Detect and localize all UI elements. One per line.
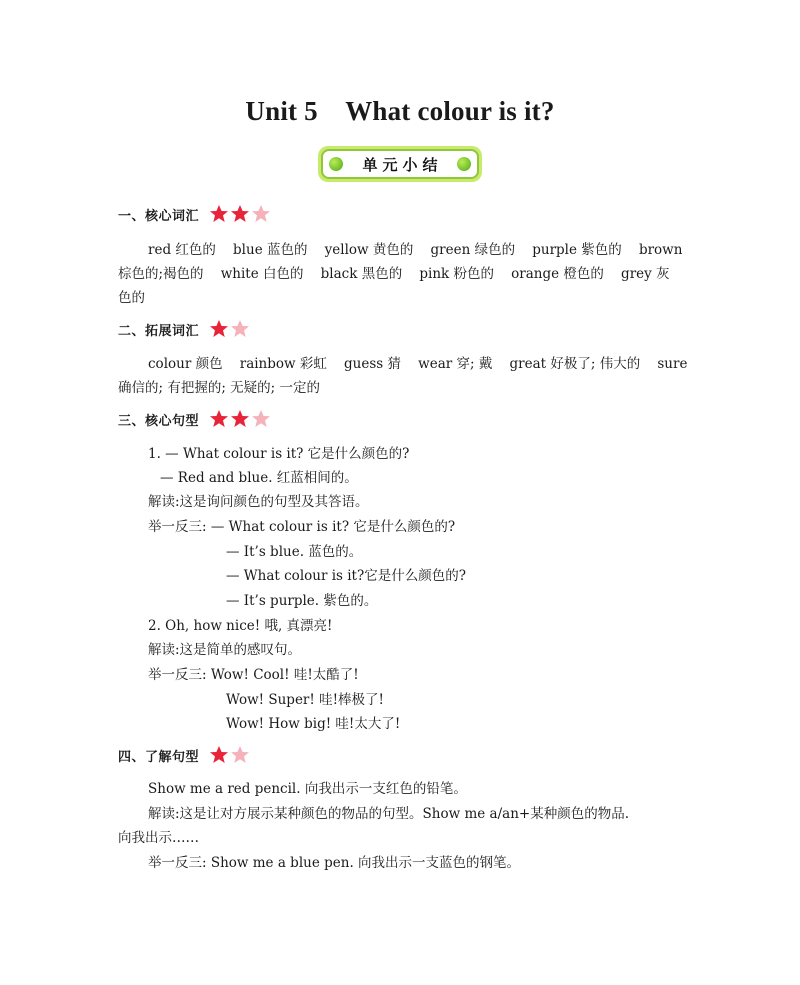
sentence-line: 举一反三: Wow! Cool! 哇!太酷了!: [148, 667, 359, 683]
sentence-line: 解读:这是让对方展示某种颜色的物品的句型。Show me a/an+某种颜色的物品.: [148, 806, 629, 822]
section-title: 四、了解句型: [118, 749, 200, 765]
section-core-sentences-heading: [118, 407, 272, 431]
difficulty-stars: [209, 409, 272, 429]
section-core-vocab-heading: [118, 202, 272, 226]
difficulty-stars: [209, 319, 251, 339]
star-icon: [230, 409, 250, 429]
sentence-line: — It’s blue. 蓝色的。: [226, 544, 363, 560]
sentence-line: 向我出示……: [118, 830, 199, 846]
sentence-line: — It’s purple. 紫色的。: [226, 593, 378, 609]
green-dot-icon: [329, 157, 343, 171]
sentence-line: 解读:这是简单的感叹句。: [148, 642, 302, 658]
difficulty-stars: [209, 204, 272, 224]
badge-inner: [321, 149, 479, 179]
vocab-core-line: red 红色的 blue 蓝色的 yellow 黄色的 green 绿色的 purple 紫色的 brown: [148, 242, 683, 258]
sentence-line: Wow! How big! 哇!太大了!: [226, 716, 401, 732]
section-title: 一、核心词汇: [118, 208, 200, 224]
sentence-line: 举一反三: Show me a blue pen. 向我出示一支蓝色的钢笔。: [148, 855, 521, 871]
vocab-core-line: 色的: [118, 290, 145, 306]
green-dot-icon: [457, 157, 471, 171]
unit-summary-badge: [318, 146, 482, 182]
badge-label: 单元小结: [362, 155, 443, 174]
sentence-line: 2. Oh, how nice! 哦, 真漂亮!: [148, 618, 333, 634]
section-know-sentences-heading: [118, 743, 251, 767]
section-title: 二、拓展词汇: [118, 323, 200, 339]
sentence-line: Show me a red pencil. 向我出示一支红色的铅笔。: [148, 781, 467, 797]
star-icon: [209, 409, 229, 429]
star-icon: [209, 204, 229, 224]
sentence-line: — What colour is it?它是什么颜色的?: [226, 568, 466, 584]
faded-star-icon: [251, 409, 271, 429]
sentence-line: 1. — What colour is it? 它是什么颜色的?: [148, 446, 410, 462]
page-title: Unit 5 What colour is it?: [245, 96, 555, 126]
vocab-core-line: 棕色的;褐色的 white 白色的 black 黑色的 pink 粉色的 orange 橙色的 grey 灰: [118, 266, 670, 282]
star-icon: [209, 745, 229, 765]
difficulty-stars: [209, 745, 251, 765]
section-title: 三、核心句型: [118, 413, 200, 429]
sentence-line: 解读:这是询问颜色的句型及其答语。: [148, 494, 369, 510]
sentence-line: 举一反三: — What colour is it? 它是什么颜色的?: [148, 519, 456, 535]
faded-star-icon: [230, 319, 250, 339]
star-icon: [230, 204, 250, 224]
section-ext-vocab-heading: [118, 317, 251, 341]
vocab-ext-line: 确信的; 有把握的; 无疑的; 一定的: [118, 380, 321, 396]
sentence-line: — Red and blue. 红蓝相间的。: [160, 470, 358, 486]
faded-star-icon: [230, 745, 250, 765]
sentence-line: Wow! Super! 哇!棒极了!: [226, 692, 384, 708]
star-icon: [209, 319, 229, 339]
vocab-ext-line: colour 颜色 rainbow 彩虹 guess 猜 wear 穿; 戴 great 好极了; 伟大的 sure: [148, 356, 688, 372]
faded-star-icon: [251, 204, 271, 224]
